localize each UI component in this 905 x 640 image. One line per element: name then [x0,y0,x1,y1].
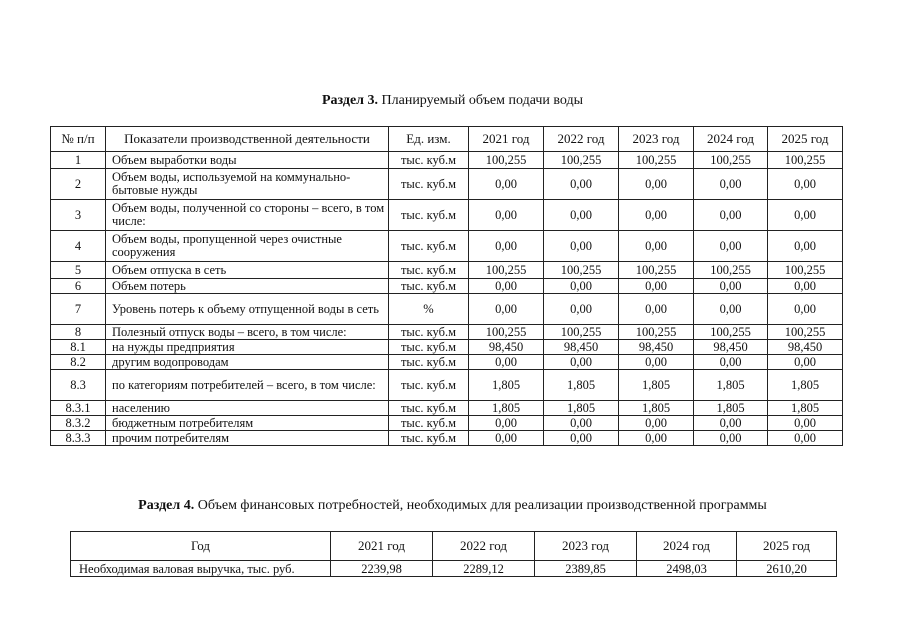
indicator-name: Объем воды, используемой на коммунально-бытовые нужды [106,169,389,200]
column-header: 2022 год [433,532,535,561]
value-cell: 100,255 [544,262,619,279]
value-cell: 0,00 [694,279,768,294]
table-row [51,370,843,401]
value-cell: 0,00 [544,279,619,294]
value-cell: 0,00 [768,169,843,200]
unit-cell: тыс. куб.м [389,152,469,169]
table-row [51,325,843,340]
unit-cell: тыс. куб.м [389,416,469,431]
value-cell: 2610,20 [737,561,837,577]
row-number: 7 [51,294,106,325]
row-number: 6 [51,279,106,294]
unit-cell: тыс. куб.м [389,431,469,446]
value-cell: 1,805 [469,401,544,416]
value-cell: 0,00 [694,355,768,370]
value-cell: 100,255 [469,325,544,340]
unit-cell: тыс. куб.м [389,355,469,370]
section-3-prefix: Раздел 3. [321,93,379,108]
row-number: 8.2 [51,355,106,370]
value-cell: 0,00 [619,279,694,294]
row-number: 8.1 [51,340,106,355]
value-cell: 100,255 [619,152,694,169]
column-header: Год [71,532,331,561]
value-cell: 1,805 [469,370,544,401]
column-header: 2021 год [331,532,433,561]
value-cell: 0,00 [619,355,694,370]
value-cell: 0,00 [619,294,694,325]
table-row [51,200,843,231]
value-cell: 100,255 [694,262,768,279]
indicator-name: Объем отпуска в сеть [106,262,389,279]
indicator-name: прочим потребителям [106,431,389,446]
value-cell: 0,00 [768,355,843,370]
column-header: 2021 год [469,127,544,152]
value-cell: 98,450 [694,340,768,355]
section-3-title [0,93,905,109]
indicator-name: населению [106,401,389,416]
value-cell: 0,00 [619,416,694,431]
value-cell: 0,00 [619,169,694,200]
water-supply-table [50,126,843,446]
unit-cell: тыс. куб.м [389,401,469,416]
table-row [51,431,843,446]
unit-cell: тыс. куб.м [389,231,469,262]
value-cell: 100,255 [768,262,843,279]
value-cell: 98,450 [768,340,843,355]
value-cell: 0,00 [694,431,768,446]
row-number: 5 [51,262,106,279]
indicator-name: Объем воды, пропущенной через очистные сооружения [106,231,389,262]
value-cell: 0,00 [469,231,544,262]
table-row [51,169,843,200]
indicator-name: Уровень потерь к объему отпущенной воды в сеть [106,294,389,325]
value-cell: 100,255 [469,152,544,169]
value-cell: 0,00 [544,355,619,370]
table-row [51,416,843,431]
value-cell: 1,805 [619,401,694,416]
value-cell: 1,805 [544,370,619,401]
indicator-name: другим водопроводам [106,355,389,370]
table-row [51,294,843,325]
value-cell: 0,00 [619,431,694,446]
row-number: 1 [51,152,106,169]
value-cell: 100,255 [619,325,694,340]
value-cell: 100,255 [768,325,843,340]
value-cell: 0,00 [694,416,768,431]
value-cell: 2498,03 [637,561,737,577]
row-number: 8 [51,325,106,340]
value-cell: 1,805 [768,370,843,401]
value-cell: 100,255 [544,152,619,169]
value-cell: 0,00 [694,294,768,325]
value-cell: 0,00 [694,169,768,200]
table-body [51,152,843,446]
unit-cell: тыс. куб.м [389,169,469,200]
section-4-prefix: Раздел 4. [138,498,195,513]
unit-cell: тыс. куб.м [389,340,469,355]
unit-cell: тыс. куб.м [389,370,469,401]
row-number: 4 [51,231,106,262]
value-cell: 0,00 [469,355,544,370]
value-cell: 0,00 [469,431,544,446]
value-cell: 0,00 [544,231,619,262]
indicator-name: по категориям потребителей – всего, в том числе: [106,370,389,401]
value-cell: 100,255 [694,325,768,340]
row-number: 3 [51,200,106,231]
value-cell: 0,00 [544,200,619,231]
value-cell: 0,00 [469,416,544,431]
indicator-name: бюджетным потребителям [106,416,389,431]
value-cell: 0,00 [469,169,544,200]
value-cell: 98,450 [469,340,544,355]
value-cell: 0,00 [768,231,843,262]
column-header: 2024 год [694,127,768,152]
table-row [51,152,843,169]
section-3-title-text: Планируемый объем подачи воды [378,93,584,108]
financial-needs-table [70,531,837,577]
column-header: 2023 год [619,127,694,152]
indicator-name: на нужды предприятия [106,340,389,355]
unit-cell: тыс. куб.м [389,325,469,340]
value-cell: 1,805 [768,401,843,416]
section-4-title-text: Объем финансовых потребностей, необходимых для реализации производственной программы [194,498,767,513]
value-cell: 98,450 [619,340,694,355]
value-cell: 2289,12 [433,561,535,577]
unit-cell: тыс. куб.м [389,262,469,279]
value-cell: 1,805 [619,370,694,401]
value-cell: 0,00 [619,200,694,231]
value-cell: 0,00 [469,200,544,231]
indicator-name: Полезный отпуск воды – всего, в том числе: [106,325,389,340]
value-cell: 1,805 [694,401,768,416]
row-label: Необходимая валовая выручка, тыс. руб. [71,561,331,577]
table-row [71,561,837,577]
value-cell: 0,00 [768,416,843,431]
value-cell: 0,00 [694,231,768,262]
table-header-row [51,127,843,152]
value-cell: 1,805 [694,370,768,401]
table-header-row [71,532,837,561]
table-row [51,262,843,279]
value-cell: 0,00 [544,431,619,446]
value-cell: 0,00 [544,294,619,325]
value-cell: 1,805 [544,401,619,416]
value-cell: 0,00 [619,231,694,262]
value-cell: 0,00 [469,294,544,325]
table-row [51,355,843,370]
value-cell: 0,00 [694,200,768,231]
indicator-name: Объем потерь [106,279,389,294]
column-header: 2025 год [768,127,843,152]
value-cell: 0,00 [768,279,843,294]
row-number: 8.3.2 [51,416,106,431]
unit-cell: % [389,294,469,325]
value-cell: 100,255 [768,152,843,169]
column-header: № п/п [51,127,106,152]
table-row [51,279,843,294]
value-cell: 2389,85 [535,561,637,577]
column-header: Ед. изм. [389,127,469,152]
value-cell: 100,255 [469,262,544,279]
indicator-name: Объем выработки воды [106,152,389,169]
column-header: 2023 год [535,532,637,561]
value-cell: 100,255 [694,152,768,169]
column-header: 2022 год [544,127,619,152]
value-cell: 100,255 [544,325,619,340]
value-cell: 2239,98 [331,561,433,577]
column-header: 2025 год [737,532,837,561]
row-number: 2 [51,169,106,200]
value-cell: 0,00 [768,200,843,231]
row-number: 8.3.3 [51,431,106,446]
unit-cell: тыс. куб.м [389,279,469,294]
unit-cell: тыс. куб.м [389,200,469,231]
row-number: 8.3.1 [51,401,106,416]
value-cell: 0,00 [768,294,843,325]
value-cell: 98,450 [544,340,619,355]
table-row [51,340,843,355]
table-row [51,401,843,416]
column-header: Показатели производственной деятельности [106,127,389,152]
column-header: 2024 год [637,532,737,561]
value-cell: 100,255 [619,262,694,279]
value-cell: 0,00 [469,279,544,294]
row-number: 8.3 [51,370,106,401]
indicator-name: Объем воды, полученной со стороны – всего, в том числе: [106,200,389,231]
table-row [51,231,843,262]
section-4-title [0,498,905,514]
value-cell: 0,00 [544,169,619,200]
value-cell: 0,00 [768,431,843,446]
value-cell: 0,00 [544,416,619,431]
